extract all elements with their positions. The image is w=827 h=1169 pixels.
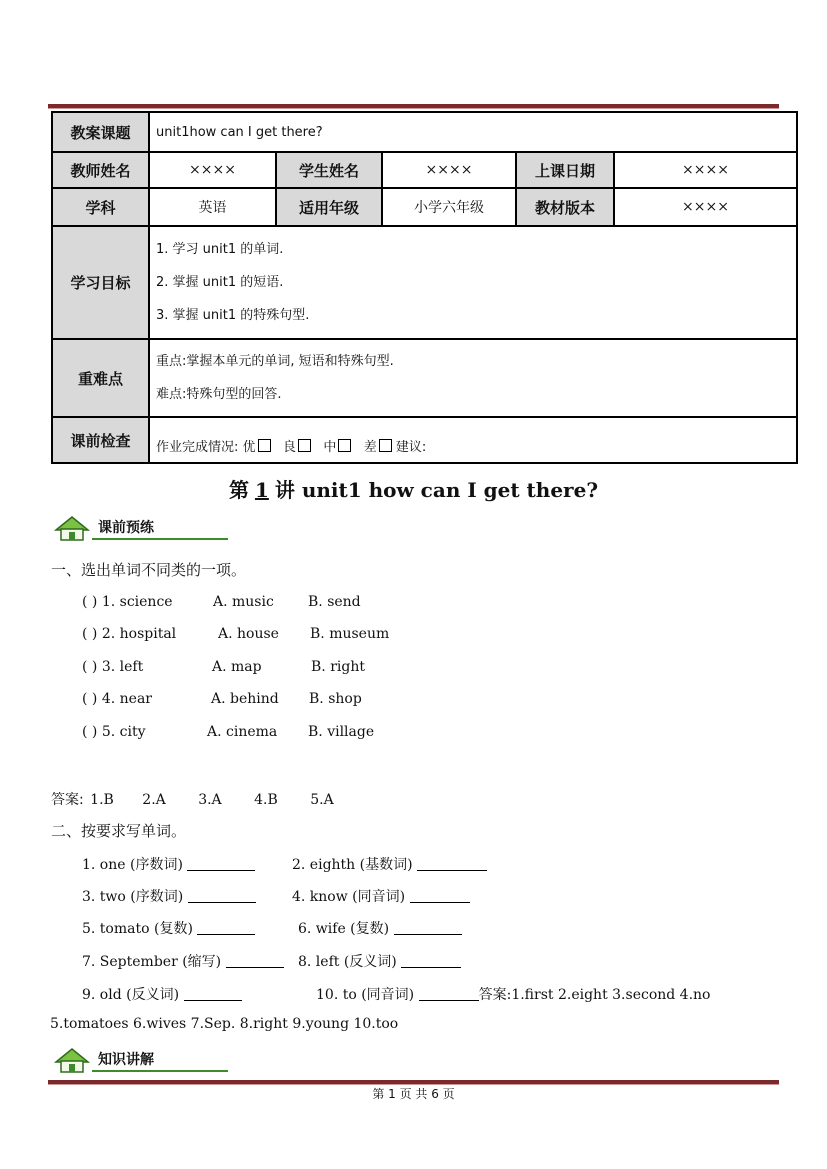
- option-a: A. music: [213, 594, 274, 610]
- option-a: A. map: [212, 659, 262, 675]
- fill-blank[interactable]: [197, 920, 255, 935]
- section-tag-underline: [92, 1070, 228, 1072]
- goal-item: 3. 掌握 unit1 的特殊句型.: [156, 308, 310, 323]
- row-goals: [52, 226, 797, 339]
- lesson-title-suffix: 讲 unit1 how can I get there?: [274, 478, 599, 502]
- section2-heading: 二、按要求写单词。: [51, 822, 187, 840]
- page-footer: 第 1 页 共 6 页: [372, 1087, 455, 1101]
- fill-blank[interactable]: [410, 888, 470, 903]
- answer-paren[interactable]: ( ): [82, 594, 98, 610]
- answer-line: [51, 789, 334, 809]
- section-tag-label: 课前预练: [98, 520, 154, 536]
- answer-item: 2.A: [142, 792, 166, 808]
- top-rule: [48, 104, 779, 109]
- fill-item: [82, 854, 255, 874]
- list-item: [82, 659, 143, 675]
- list-item: [82, 691, 152, 707]
- fill-item: [298, 918, 462, 938]
- option-a: A. cinema: [207, 724, 278, 740]
- answer-item: 3.A: [198, 792, 222, 808]
- answer-item: 5.A: [310, 792, 334, 808]
- option-b: B. museum: [310, 626, 390, 642]
- topic-label: 教案课题: [52, 112, 149, 152]
- fill-prompt: 4. know (同音词): [292, 889, 406, 905]
- lesson-info-table: [51, 111, 798, 464]
- section-tag-label: 知识讲解: [98, 1052, 154, 1068]
- checkbox-excellent[interactable]: [258, 439, 271, 452]
- list-item: [82, 594, 173, 610]
- fill-prompt: 5. tomato (复数): [82, 921, 193, 937]
- fill-blank[interactable]: [394, 920, 462, 935]
- list-item: [82, 626, 176, 642]
- fill-prompt: 6. wife (复数): [298, 921, 390, 937]
- goals-cell: [149, 226, 797, 339]
- precheck-prefix: 作业完成情况: 优: [156, 439, 256, 455]
- house-icon: [52, 1046, 96, 1076]
- fill-answer-start: 答案:1.first 2.eight 3.second 4.no: [478, 987, 711, 1003]
- goal-item: 1. 学习 unit1 的单词.: [156, 242, 284, 257]
- fill-item: [292, 854, 487, 874]
- fill-prompt: 10. to (同音词): [316, 987, 415, 1003]
- row-topic: [52, 112, 797, 152]
- fill-blank[interactable]: [187, 856, 255, 871]
- fill-blank[interactable]: [188, 888, 256, 903]
- focus-label: 重难点: [52, 339, 149, 417]
- list-item: [82, 724, 146, 740]
- lesson-number: 1: [254, 478, 269, 502]
- question: 1. science: [101, 594, 173, 610]
- fill-prompt: 7. September (缩写): [82, 954, 222, 970]
- option-a: A. house: [218, 626, 279, 642]
- precheck-poor: 差: [363, 439, 377, 455]
- lesson-title: [0, 474, 827, 503]
- fill-item: [82, 951, 284, 971]
- question: 3. left: [101, 659, 144, 675]
- fill-prompt: 9. old (反义词): [82, 987, 180, 1003]
- section-tag-preview: [52, 514, 180, 544]
- date-label: 上课日期: [516, 152, 614, 188]
- question: 5. city: [101, 724, 146, 740]
- teacher-label: 教师姓名: [52, 152, 149, 188]
- fill-prompt: 2. eighth (基数词): [292, 857, 413, 873]
- answer-paren[interactable]: ( ): [82, 626, 98, 642]
- fill-blank[interactable]: [419, 986, 479, 1001]
- section-tag-underline: [92, 538, 228, 540]
- answer-paren[interactable]: ( ): [82, 724, 98, 740]
- teacher-value: ××××: [149, 152, 276, 188]
- focus-cell: [149, 339, 797, 417]
- fill-item: [82, 984, 242, 1004]
- row-focus: [52, 339, 797, 417]
- fill-item: [316, 984, 710, 1004]
- focus-key: 重点:掌握本单元的单词, 短语和特殊句型.: [156, 354, 394, 369]
- precheck-suggest: 建议:: [395, 439, 427, 455]
- subject-value: 英语: [149, 188, 276, 226]
- question: 2. hospital: [101, 626, 177, 642]
- house-icon: [52, 514, 96, 544]
- fill-prompt: 1. one (序数词): [82, 857, 183, 873]
- section-tag-explain: [52, 1046, 180, 1076]
- focus-difficult: 难点:特殊句型的回答.: [156, 387, 282, 402]
- answer-item: 1.B: [90, 792, 114, 808]
- checkbox-poor[interactable]: [379, 439, 392, 452]
- fill-item: [298, 951, 461, 971]
- grade-value: 小学六年级: [382, 188, 516, 226]
- fill-blank[interactable]: [226, 953, 284, 968]
- fill-item: [292, 886, 470, 906]
- option-b: B. village: [308, 724, 375, 740]
- row-subject: [52, 188, 797, 226]
- precheck-cell: [149, 417, 797, 463]
- fill-item: [82, 918, 255, 938]
- option-b: B. shop: [309, 691, 362, 707]
- goals-label: 学习目标: [52, 226, 149, 339]
- checkbox-good[interactable]: [298, 439, 311, 452]
- date-value: ××××: [614, 152, 797, 188]
- answer-paren[interactable]: ( ): [82, 659, 98, 675]
- precheck-mid: 中: [323, 439, 337, 455]
- fill-blank[interactable]: [184, 986, 242, 1001]
- fill-item: [82, 886, 256, 906]
- fill-prompt: 3. two (序数词): [82, 889, 184, 905]
- fill-blank[interactable]: [417, 856, 487, 871]
- topic-value: unit1how can I get there?: [149, 112, 797, 152]
- fill-prompt: 8. left (反义词): [298, 954, 397, 970]
- checkbox-mid[interactable]: [338, 439, 351, 452]
- option-a: A. behind: [211, 691, 279, 707]
- question: 4. near: [101, 691, 152, 707]
- fill-answer-rest: 5.tomatoes 6.wives 7.Sep. 8.right 9.young 10.too: [50, 1016, 399, 1032]
- answer-paren[interactable]: ( ): [82, 691, 98, 707]
- row-precheck: [52, 417, 797, 463]
- lesson-title-prefix: 第: [228, 478, 249, 502]
- precheck-good: 良: [282, 439, 296, 455]
- goal-item: 2. 掌握 unit1 的短语.: [156, 275, 284, 290]
- row-names: [52, 152, 797, 188]
- answer-label: 答案:: [51, 792, 84, 808]
- section1-heading: 一、选出单词不同类的一项。: [51, 561, 247, 579]
- fill-blank[interactable]: [401, 953, 461, 968]
- answer-item: 4.B: [254, 792, 278, 808]
- precheck-label: 课前检查: [52, 417, 149, 463]
- grade-label: 适用年级: [276, 188, 382, 226]
- edition-label: 教材版本: [516, 188, 614, 226]
- student-value: ××××: [382, 152, 516, 188]
- option-b: B. right: [311, 659, 365, 675]
- subject-label: 学科: [52, 188, 149, 226]
- edition-value: ××××: [614, 188, 797, 226]
- option-b: B. send: [308, 594, 361, 610]
- student-label: 学生姓名: [276, 152, 382, 188]
